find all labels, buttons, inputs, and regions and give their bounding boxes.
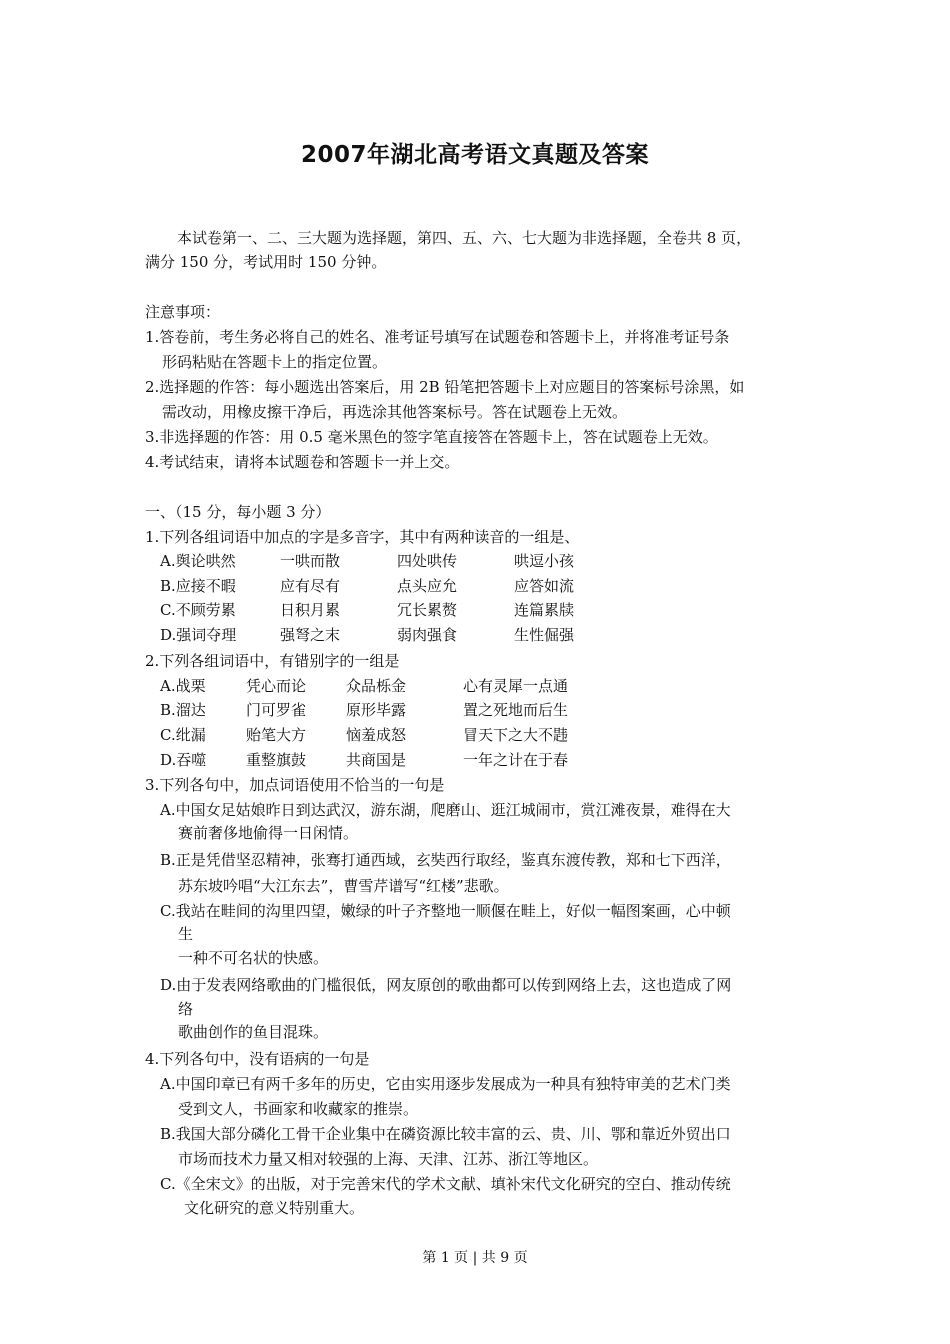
q1-option: 应答如流 bbox=[514, 577, 575, 595]
q4-option-a-cont: 受到文人，书画家和收藏家的推崇。 bbox=[178, 1100, 419, 1118]
q2-option: 共商国是 bbox=[346, 751, 407, 769]
question-2-stem: 2.下列各组词语中，有错别字的一组是 bbox=[145, 652, 400, 670]
q2-option: 一年之计在于春 bbox=[463, 751, 569, 769]
q1-option: 生性倔强 bbox=[514, 626, 575, 644]
q1-option: D.强词夺理 bbox=[160, 626, 237, 644]
q2-option: A.战栗 bbox=[160, 677, 206, 695]
q2-option: 置之死地而后生 bbox=[463, 701, 569, 719]
question-4-stem: 4.下列各句中，没有语病的一句是 bbox=[145, 1050, 370, 1068]
question-1-stem: 1.下列各组词语中加点的字是多音字，其中有两种读音的一组是、 bbox=[145, 528, 580, 546]
q3-option-d: D.由于发表网络歌曲的门槛很低，网友原创的歌曲都可以传到网络上去，这也造成了网 bbox=[160, 976, 732, 994]
q1-option: 冗长累赘 bbox=[397, 601, 458, 619]
q2-option: 贻笔大方 bbox=[246, 726, 307, 744]
q4-option-b-cont: 市场而技术力量又相对较强的上海、天津、江苏、浙江等地区。 bbox=[178, 1150, 599, 1168]
q3-option-a: A.中国女足姑娘昨日到达武汉，游东湖，爬磨山、逛江城闹市，赏江滩夜景，难得在大 bbox=[160, 801, 731, 819]
q2-option: 重整旗鼓 bbox=[246, 751, 307, 769]
notice-heading: 注意事项： bbox=[145, 303, 221, 321]
q2-option: 门可罗雀 bbox=[246, 701, 307, 719]
notice-item-1-cont: 形码粘贴在答题卡上的指定位置。 bbox=[162, 353, 388, 371]
q4-option-a: A.中国印章已有两千多年的历史，它由实用逐步发展成为一种具有独特审美的艺术门类 bbox=[160, 1075, 731, 1093]
q2-option: 心有灵犀一点通 bbox=[463, 677, 569, 695]
q2-option: 冒天下之大不韪 bbox=[463, 726, 569, 744]
q3-option-a-cont: 赛前奢侈地偷得一日闲情。 bbox=[178, 824, 359, 842]
q1-option: 哄逗小孩 bbox=[514, 552, 575, 570]
q3-option-c-cont: 生 bbox=[178, 925, 194, 943]
q4-option-c: C.《全宋文》的出版，对于完善宋代的学术文献、填补宋代文化研究的空白、推动传统 bbox=[160, 1175, 731, 1193]
section-heading: 一、（15 分，每小题 3 分） bbox=[145, 503, 331, 521]
q3-option-c-cont-2: 一种不可名状的快感。 bbox=[178, 949, 329, 967]
intro-line-2: 满分 150 分，考试用时 150 分钟。 bbox=[145, 253, 387, 271]
notice-item-2: 2.选择题的作答：每小题选出答案后，用 2B 铅笔把答题卡上对应题目的答案标号涂黑，如 bbox=[145, 378, 745, 396]
q1-option: 强弩之末 bbox=[280, 626, 341, 644]
q3-option-c: C.我站在畦间的沟里四望，嫩绿的叶子齐整地一顺偃在畦上，好似一幅图案画，心中顿 bbox=[160, 902, 731, 920]
q1-option: 点头应允 bbox=[397, 577, 458, 595]
q4-option-c-cont: 文化研究的意义特别重大。 bbox=[184, 1199, 365, 1217]
page-footer: 第 1 页 | 共 9 页 bbox=[422, 1250, 528, 1266]
q1-option: B.应接不暇 bbox=[160, 577, 236, 595]
q2-option: 原形毕露 bbox=[346, 701, 407, 719]
q3-option-b: B.正是凭借坚忍精神，张骞打通西域，玄奘西行取经，鉴真东渡传教，郑和七下西洋， bbox=[160, 851, 731, 869]
q2-option: B.溜达 bbox=[160, 701, 206, 719]
q1-option: 一哄而散 bbox=[280, 552, 341, 570]
q2-option: 恼羞成怒 bbox=[346, 726, 407, 744]
notice-item-3: 3.非选择题的作答：用 0.5 毫米黑色的签字笔直接答在答题卡上，答在试题卷上无效。 bbox=[145, 428, 718, 446]
page-title: 2007年湖北高考语文真题及答案 bbox=[300, 142, 649, 168]
notice-item-2-cont: 需改动，用橡皮擦干净后，再选涂其他答案标号。答在试题卷上无效。 bbox=[162, 403, 628, 421]
q1-option: A.舆论哄然 bbox=[160, 552, 236, 570]
q3-option-d-cont: 络 bbox=[178, 1000, 194, 1018]
q2-option: C.纰漏 bbox=[160, 726, 206, 744]
q2-option: 凭心而论 bbox=[246, 677, 307, 695]
q1-option: 四处哄传 bbox=[397, 552, 458, 570]
notice-item-4: 4.考试结束，请将本试题卷和答题卡一并上交。 bbox=[145, 453, 460, 471]
q2-option: 众品栎金 bbox=[346, 677, 407, 695]
intro-line-1: 本试卷第一、二、三大题为选择题，第四、五、六、七大题为非选择题，全卷共 8 页， bbox=[177, 229, 752, 247]
q3-option-d-cont-2: 歌曲创作的鱼目混珠。 bbox=[178, 1023, 329, 1041]
notice-item-1: 1.答卷前，考生务必将自己的姓名、准考证号填写在试题卷和答题卡上，并将准考证号条 bbox=[145, 328, 730, 346]
q1-option: 弱肉强食 bbox=[397, 626, 458, 644]
question-3-stem: 3.下列各句中，加点词语使用不恰当的一句是 bbox=[145, 776, 445, 794]
q1-option: 应有尽有 bbox=[280, 577, 341, 595]
q1-option: 连篇累牍 bbox=[514, 601, 575, 619]
q1-option: 日积月累 bbox=[280, 601, 341, 619]
q3-option-b-cont: 苏东坡吟唱“大江东去”，曹雪芹谱写“红楼”悲歌。 bbox=[178, 877, 509, 895]
q2-option: D.吞噬 bbox=[160, 751, 207, 769]
q4-option-b: B.我国大部分磷化工骨干企业集中在磷资源比较丰富的云、贵、川、鄂和靠近外贸出口 bbox=[160, 1125, 731, 1143]
q1-option: C.不顾劳累 bbox=[160, 601, 236, 619]
